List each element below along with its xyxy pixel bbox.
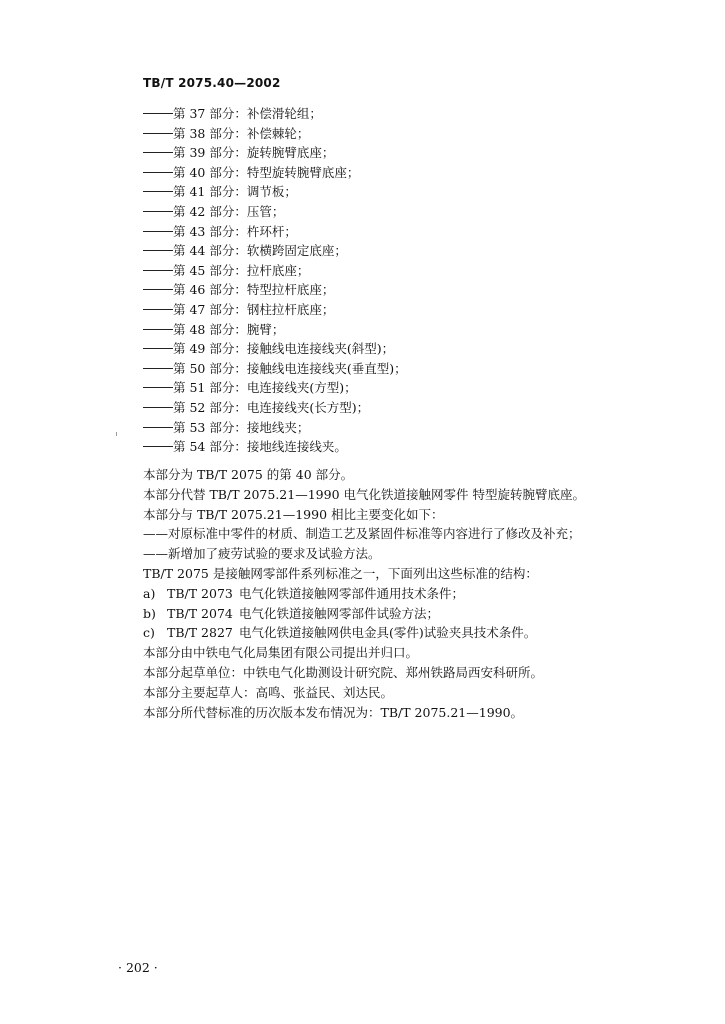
list-item: [143, 280, 407, 300]
part-label: 第 50 部分：接触线电连接线夹(垂直型)；: [173, 360, 407, 376]
dash-mark: [143, 191, 173, 192]
list-item: [143, 104, 407, 124]
part-label: 第 38 部分：补偿棘轮；: [173, 125, 310, 141]
dash-mark: [143, 231, 173, 232]
dash-mark: [143, 270, 173, 271]
reference-entry: [143, 623, 536, 643]
part-label: 第 44 部分：软横跨固定底座；: [173, 243, 347, 259]
reference-item: [143, 623, 585, 643]
list-item: [143, 143, 407, 163]
part-label: 第 54 部分：接地线连接线夹。: [173, 439, 347, 455]
part-label: 第 40 部分：特型旋转腕臂底座；: [173, 164, 360, 180]
parts-list: [143, 104, 407, 457]
reference-code: TB/T 2827: [167, 625, 233, 641]
part-label: 第 48 部分：腕臂；: [173, 321, 285, 337]
paragraph: 本部分由中铁电气化局集团有限公司提出并归口。: [143, 645, 419, 661]
part-label: 第 42 部分：压管；: [173, 203, 285, 219]
paragraph: 本部分为 TB/T 2075 的第 40 部分。: [143, 467, 354, 482]
page-number: · 202 ·: [118, 960, 158, 975]
list-item: [143, 241, 407, 261]
dash-mark: [143, 348, 173, 349]
paragraph: 本部分起草单位：中铁电气化勘测设计研究院、郑州铁路局西安科研所。: [143, 664, 544, 680]
foreword-body: [143, 465, 585, 722]
dash-mark: [143, 172, 173, 173]
part-label: 第 43 部分：杵环杆；: [173, 223, 297, 239]
dash-mark: [143, 133, 173, 134]
dash-mark: [143, 289, 173, 290]
reference-title: 电气化铁道接触网零部件试验方法；: [239, 605, 440, 621]
dash-mark: [143, 368, 173, 369]
list-item: [143, 359, 407, 379]
part-label: 第 51 部分：电连接线夹(方型)；: [173, 380, 357, 396]
part-label: 第 52 部分：电连接线夹(长方型)；: [173, 399, 370, 415]
list-item: [143, 300, 407, 320]
list-item: [143, 418, 407, 438]
paragraph: 本部分主要起草人：高鸣、张益民、刘达民。: [143, 684, 394, 700]
list-item: [143, 182, 407, 202]
paragraph: TB/T 2075 是接触网零部件系列标准之一，下面列出这些标准的结构：: [143, 565, 538, 581]
reference-title: 电气化铁道接触网零部件通用技术条件；: [239, 585, 465, 601]
part-label: 第 46 部分：特型拉杆底座；: [173, 282, 335, 298]
reference-mark: b): [143, 605, 156, 621]
part-label: 第 45 部分：拉杆底座；: [173, 262, 310, 278]
list-item: [143, 202, 407, 222]
dash-mark: [143, 211, 173, 212]
standard-number-header: TB/T 2075.40—2002: [143, 76, 281, 90]
list-item: [143, 398, 407, 418]
dash-mark: [143, 427, 173, 428]
list-item: [143, 163, 407, 183]
part-label: 第 37 部分：补偿滑轮组；: [173, 106, 322, 121]
reference-title: 电气化铁道接触网供电金具(零件)试验夹具技术条件。: [239, 625, 537, 641]
paragraph: ——新增加了疲劳试验的要求及试验方法。: [143, 546, 381, 562]
list-item: [143, 320, 407, 340]
dash-mark: [143, 387, 173, 388]
dash-mark: [143, 152, 173, 153]
paragraph: 本部分与 TB/T 2075.21—1990 相比主要变化如下：: [143, 506, 444, 522]
dash-mark: [143, 329, 173, 330]
reference-mark: c): [143, 625, 155, 641]
dash-mark: [143, 309, 173, 310]
list-item: [143, 339, 407, 359]
reference-entry: [143, 584, 464, 604]
paragraph: 本部分代替 TB/T 2075.21—1990 电气化铁道接触网零件 特型旋转腕臂底座。: [143, 486, 585, 502]
dash-mark: [143, 113, 173, 114]
reference-item: [143, 604, 585, 624]
dash-mark: [143, 407, 173, 408]
part-label: 第 41 部分：调节板；: [173, 184, 297, 200]
part-label: 第 39 部分：旋转腕臂底座；: [173, 145, 335, 161]
margin-mark: [116, 432, 117, 436]
part-label: 第 49 部分：接触线电连接线夹(斜型)；: [173, 341, 395, 357]
paragraph: 本部分所代替标准的历次版本发布情况为：TB/T 2075.21—1990。: [143, 704, 524, 720]
part-label: 第 53 部分：接地线夹；: [173, 419, 310, 435]
list-item: [143, 378, 407, 398]
list-item: [143, 124, 407, 144]
reference-mark: a): [143, 585, 156, 601]
reference-entry: [143, 604, 439, 624]
list-item: [143, 261, 407, 281]
dash-mark: [143, 250, 173, 251]
part-label: 第 47 部分：钢柱拉杆底座；: [173, 301, 335, 317]
paragraph: ——对原标准中零件的材质、制造工艺及紧固件标准等内容进行了修改及补充；: [143, 526, 581, 542]
list-item: [143, 222, 407, 242]
reference-item: [143, 584, 585, 604]
reference-code: TB/T 2073: [167, 585, 233, 601]
dash-mark: [143, 446, 173, 447]
list-item: [143, 437, 407, 457]
reference-code: TB/T 2074: [167, 605, 233, 621]
